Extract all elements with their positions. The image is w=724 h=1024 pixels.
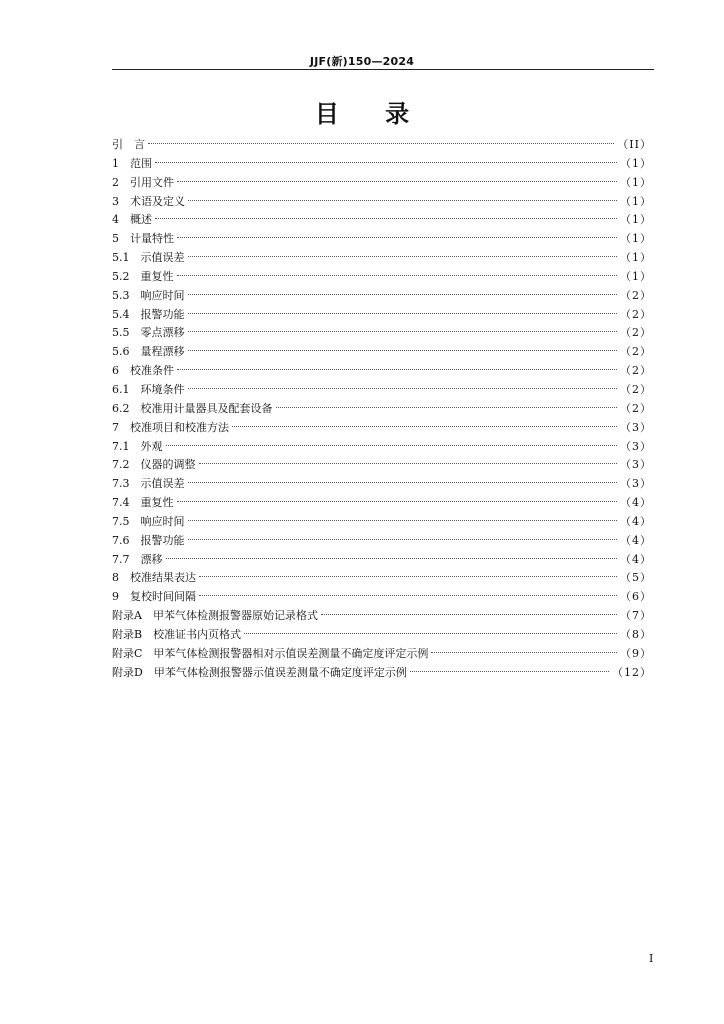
toc-entry-page: （2） — [620, 382, 652, 396]
toc-leader-dots — [188, 331, 618, 332]
toc-leader-dots — [148, 143, 614, 144]
toc-leader-dots — [410, 671, 609, 672]
toc-entry[interactable] — [112, 513, 652, 532]
toc-leader-dots — [177, 237, 617, 238]
toc-entry-label: 7.4 重复性 — [112, 496, 174, 510]
toc-leader-dots — [166, 445, 618, 446]
toc-leader-dots — [188, 313, 618, 314]
toc-entry-label: 附录C 甲苯气体检测报警器相对示值误差测量不确定度评定示例 — [112, 646, 429, 660]
toc-entry-page: （3） — [620, 477, 652, 491]
toc-entry-label: 6 校准条件 — [112, 364, 174, 378]
document-code: JJF(新)150—2024 — [309, 55, 415, 68]
toc-leader-dots — [232, 426, 617, 427]
toc-leader-dots — [199, 576, 617, 577]
toc-entry-page: （1） — [620, 269, 652, 283]
toc-leader-dots — [177, 181, 617, 182]
toc-entry[interactable] — [112, 136, 652, 155]
toc-leader-dots — [177, 369, 617, 370]
toc-entry[interactable] — [112, 664, 652, 683]
toc-entry-label: 7.7 漂移 — [112, 552, 163, 566]
toc-entry-page: （6） — [620, 590, 652, 604]
toc-entry-page: （2） — [620, 345, 652, 359]
toc-entry[interactable] — [112, 249, 652, 268]
toc-entry-label: 2 引用文件 — [112, 175, 174, 189]
toc-entry[interactable] — [112, 532, 652, 551]
toc-entry-label: 5.5 零点漂移 — [112, 326, 185, 340]
toc-entry-page: （1） — [620, 194, 652, 208]
toc-entry-label: 7.2 仪器的调整 — [112, 458, 196, 472]
toc-entry[interactable] — [112, 551, 652, 570]
toc-leader-dots — [155, 162, 617, 163]
toc-entry[interactable] — [112, 268, 652, 287]
toc-entry-page: （2） — [620, 364, 652, 378]
toc-entry-label: 6.2 校准用计量器具及配套设备 — [112, 401, 273, 415]
toc-entry[interactable] — [112, 174, 652, 193]
toc-leader-dots — [188, 520, 618, 521]
toc-entry-label: 5 计量特性 — [112, 232, 174, 246]
toc-entry-label: 附录B 校准证书内页格式 — [112, 627, 242, 641]
toc-entry-label: 7.6 报警功能 — [112, 533, 185, 547]
toc-entry-page: （3） — [620, 458, 652, 472]
toc-leader-dots — [188, 482, 618, 483]
toc-entry[interactable] — [112, 230, 652, 249]
toc-entry-label: 1 范围 — [112, 156, 152, 170]
toc-entry[interactable] — [112, 494, 652, 513]
toc-entry[interactable] — [112, 475, 652, 494]
toc-entry[interactable] — [112, 362, 652, 381]
toc-leader-dots — [177, 501, 618, 502]
toc-entry-label: 6.1 环境条件 — [112, 382, 185, 396]
toc-entry-label: 5.3 响应时间 — [112, 288, 185, 302]
toc-leader-dots — [166, 558, 618, 559]
toc-entry-label: 附录A 甲苯气体检测报警器原始记录格式 — [112, 609, 318, 623]
toc-entry-page: （4） — [620, 514, 652, 528]
toc-leader-dots — [321, 614, 617, 615]
page-number: I — [649, 952, 654, 965]
toc-entry-label: 3 术语及定义 — [112, 194, 185, 208]
toc-entry-page: （2） — [620, 307, 652, 321]
toc-entry[interactable] — [112, 645, 652, 664]
toc-entry-page: （2） — [620, 326, 652, 340]
toc-leader-dots — [177, 275, 618, 276]
toc-entry-label: 5.1 示值误差 — [112, 251, 185, 265]
toc-entry-page: （1） — [620, 175, 652, 189]
toc-leader-dots — [276, 407, 618, 408]
toc-leader-dots — [188, 256, 618, 257]
toc-entry-label: 7 校准项目和校准方法 — [112, 420, 229, 434]
toc-entry[interactable] — [112, 155, 652, 174]
toc-entry[interactable] — [112, 381, 652, 400]
toc-entry[interactable] — [112, 306, 652, 325]
toc-entry[interactable] — [112, 287, 652, 306]
toc-entry[interactable] — [112, 193, 652, 212]
table-of-contents — [112, 136, 652, 682]
toc-entry-page: （7） — [620, 609, 652, 623]
toc-entry-label: 附录D 甲苯气体检测报警器示值误差测量不确定度评定示例 — [112, 665, 407, 679]
toc-entry[interactable] — [112, 211, 652, 230]
toc-entry[interactable] — [112, 438, 652, 457]
toc-leader-dots — [244, 633, 617, 634]
toc-entry-label: 7.3 示值误差 — [112, 477, 185, 491]
toc-entry-page: （4） — [620, 496, 652, 510]
toc-entry[interactable] — [112, 588, 652, 607]
toc-entry[interactable] — [112, 400, 652, 419]
toc-entry-label: 引 言 — [112, 138, 145, 151]
toc-entry[interactable] — [112, 343, 652, 362]
toc-entry-page: （9） — [620, 646, 652, 660]
toc-entry[interactable] — [112, 569, 652, 588]
toc-entry-label: 5.4 报警功能 — [112, 307, 185, 321]
toc-leader-dots — [431, 652, 617, 653]
toc-entry-label: 7.1 外观 — [112, 439, 163, 453]
toc-entry-page: （4） — [620, 533, 652, 547]
toc-entry-page: （1） — [620, 232, 652, 246]
toc-entry-page: （3） — [620, 439, 652, 453]
toc-leader-dots — [188, 350, 618, 351]
header-rule — [112, 69, 654, 70]
toc-entry-page: （1） — [620, 213, 652, 227]
toc-entry-label: 5.6 量程漂移 — [112, 345, 185, 359]
toc-leader-dots — [188, 200, 617, 201]
toc-entry-page: （2） — [620, 401, 652, 415]
toc-entry[interactable] — [112, 324, 652, 343]
toc-entry-page: （3） — [620, 420, 652, 434]
toc-leader-dots — [188, 539, 618, 540]
toc-entry-label: 4 概述 — [112, 213, 152, 227]
toc-leader-dots — [155, 218, 617, 219]
toc-entry[interactable] — [112, 419, 652, 438]
toc-entry-label: 7.5 响应时间 — [112, 514, 185, 528]
toc-entry-page: （II） — [617, 138, 652, 151]
toc-entry-page: （1） — [620, 156, 652, 170]
toc-leader-dots — [188, 294, 618, 295]
toc-entry[interactable] — [112, 626, 652, 645]
toc-entry-page: （2） — [620, 288, 652, 302]
toc-entry-page: （8） — [620, 627, 652, 641]
toc-entry-page: （1） — [620, 251, 652, 265]
toc-title: 目 录 — [314, 100, 410, 128]
toc-entry[interactable] — [112, 456, 652, 475]
toc-entry-label: 8 校准结果表达 — [112, 571, 196, 585]
toc-entry[interactable] — [112, 607, 652, 626]
toc-entry-label: 9 复校时间间隔 — [112, 590, 196, 604]
toc-entry-label: 5.2 重复性 — [112, 269, 174, 283]
toc-entry-page: （12） — [612, 665, 652, 679]
toc-leader-dots — [199, 595, 617, 596]
toc-entry-page: （5） — [620, 571, 652, 585]
toc-leader-dots — [188, 388, 618, 389]
toc-leader-dots — [199, 463, 618, 464]
toc-entry-page: （4） — [620, 552, 652, 566]
